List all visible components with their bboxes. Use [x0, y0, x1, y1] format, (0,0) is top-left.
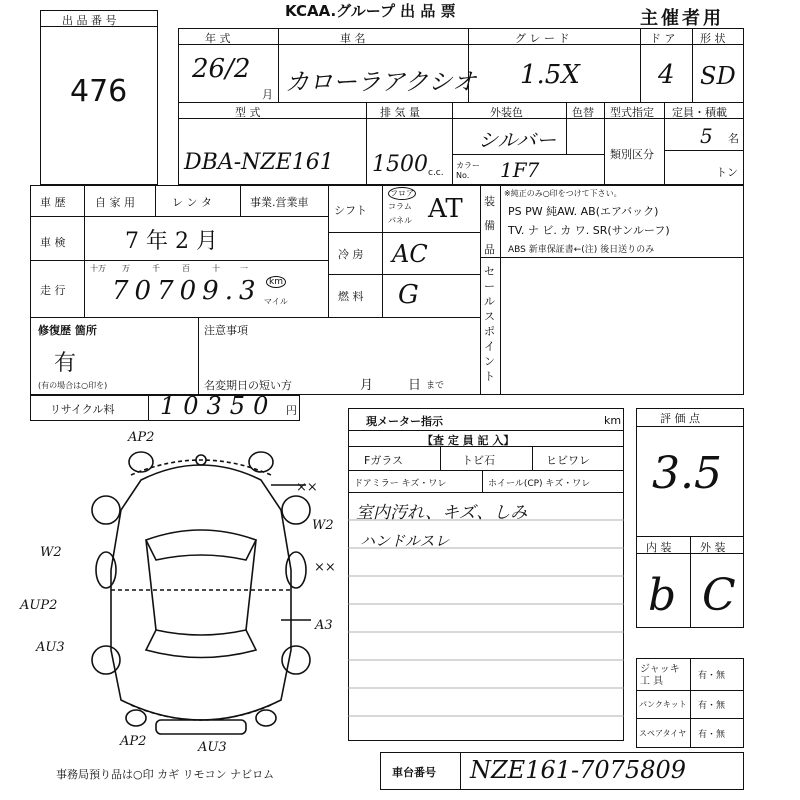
recycle-label: リサイクル料 — [50, 403, 115, 416]
ton-unit: トン — [716, 166, 738, 179]
year-label: 年 式 — [205, 32, 231, 45]
color-change-label: 色替 — [572, 106, 594, 119]
mileage-mile: マイル — [264, 297, 288, 306]
shift-option-floor: フロア — [390, 189, 414, 198]
damage-mark-9: AP2 — [120, 734, 147, 749]
damage-mark-2: W2 — [40, 545, 62, 560]
repair-value: 有 — [54, 351, 77, 376]
jack-value: 有・無 — [698, 671, 726, 681]
exterior-value: シルバー — [478, 128, 557, 152]
shaken-label: 車 検 — [40, 236, 66, 249]
lot-number-label: 出 品 番 号 — [62, 14, 117, 27]
year-value: 26/2 — [192, 54, 251, 84]
history-label: 車 歴 — [40, 196, 66, 209]
equipment-note: ※純正のみ○印をつけて下さい。 — [504, 189, 622, 198]
capacity-unit: 名 — [728, 132, 739, 145]
spare-value: 有・無 — [698, 730, 726, 740]
capacity-value: 5 — [700, 124, 713, 148]
car-name-value: カローラアクシオ — [285, 68, 477, 96]
exterior-label: 外装色 — [490, 106, 523, 119]
damage-mark-7: ×× — [296, 480, 318, 495]
body-value: SD — [700, 62, 736, 90]
history-option-rental: レ ン タ — [172, 196, 212, 209]
door-value: 4 — [658, 60, 675, 90]
type-designation-label: 型式指定 — [610, 106, 654, 119]
remark-lines — [348, 492, 624, 741]
car-diagram — [76, 440, 326, 740]
exterior-rating-value: C — [702, 570, 736, 621]
damage-mark-3: AUP2 — [20, 598, 58, 613]
model-label: 型 式 — [235, 106, 261, 119]
damage-mark-6: W2 — [312, 518, 334, 533]
shift-value: AT — [428, 194, 463, 224]
mileage-unit-10k: 万 — [122, 264, 130, 273]
rating-value: 3.5 — [652, 448, 722, 499]
fuel-value: G — [398, 280, 419, 310]
glass-label: Fガラス — [364, 454, 403, 467]
capacity-label: 定員・積載 — [672, 106, 727, 119]
history-option-business: 事業.営業車 — [250, 196, 309, 209]
glass-crack: ヒビワレ — [546, 454, 590, 467]
spare-label: スペアタイヤ — [639, 729, 687, 738]
grade-label: グ レ ー ド — [515, 32, 570, 45]
door-label: ド ア — [650, 32, 676, 45]
body-label: 形 状 — [700, 32, 726, 45]
color-no-label: カラー No. — [456, 161, 480, 180]
repair-label: 修復歴 箇所 — [38, 324, 97, 337]
displacement-value: 1500 — [372, 152, 428, 177]
exterior-rating-label: 外 装 — [700, 541, 726, 554]
remark-2: ハンドルスレ — [360, 532, 450, 550]
jack-label: ジャッキ 工 具 — [640, 664, 680, 687]
organizer-label: 主催者用 — [640, 8, 724, 29]
lot-number: 476 — [70, 74, 128, 109]
interior-label: 内 装 — [646, 541, 672, 554]
puncture-label: パンクキット — [639, 700, 687, 709]
mileage-unit-10: 十 — [212, 264, 220, 273]
color-no-value: 1F7 — [500, 158, 540, 182]
sales-point-label: セールスポイント — [484, 265, 495, 383]
recycle-value: 10350 — [160, 392, 277, 420]
displacement-label: 排 気 量 — [380, 106, 420, 119]
equipment-line2: TV. ナ ビ. カ ワ. SR(サンルーフ) — [508, 224, 670, 237]
glass-chip: トビ石 — [462, 454, 495, 467]
history-option-private: 自 家 用 — [95, 196, 135, 209]
repair-note: (有の場合は○印を) — [38, 381, 108, 390]
recycle-unit: 円 — [286, 404, 297, 417]
damage-mark-1: AP2 — [128, 430, 155, 445]
mileage-km: km — [266, 276, 286, 288]
class-label: 類別区分 — [610, 148, 654, 161]
mileage-value: 70709.3 — [112, 276, 262, 306]
chassis-label: 車台番号 — [392, 766, 436, 779]
wheel-label: ホイール(CP) キズ・ワレ — [488, 479, 591, 489]
damage-mark-4: AU3 — [36, 640, 65, 655]
name-change-month: 月 — [360, 378, 374, 393]
name-change-suffix: まで — [426, 381, 445, 391]
ac-value: AC — [392, 240, 428, 268]
equipment-line3: ABS 新車保証書←(注) 後日送りのみ — [508, 245, 655, 255]
mileage-unit-100: 百 — [182, 264, 190, 273]
mileage-unit-1: 一 — [240, 264, 248, 273]
puncture-value: 有・無 — [698, 701, 726, 711]
damage-mark-5: A3 — [315, 618, 333, 633]
name-change-day: 日 — [408, 378, 422, 393]
interior-value: b — [648, 570, 677, 621]
shaken-value: 7 年 2 月 — [125, 229, 218, 254]
notes-label: 注意事項 — [204, 324, 248, 337]
form-title: KCAA.グループ 出 品 票 — [285, 2, 456, 20]
remark-1: 室内汚れ、キズ、しみ — [356, 503, 528, 523]
mileage-unit-100k: 十万 — [90, 264, 106, 273]
footer-note: 事務局預り品は○印 カギ リモコン ナビロム — [56, 768, 275, 781]
equipment-line1: PS PW 純AW. AB(エアバック) — [508, 205, 659, 218]
mirror-label: ドアミラー キズ・ワレ — [354, 479, 447, 489]
mileage-label: 走 行 — [40, 284, 66, 297]
ac-label: 冷 房 — [338, 248, 364, 261]
equipment-label: 装 備 品 — [484, 195, 495, 256]
damage-mark-10: AU3 — [198, 740, 227, 755]
mileage-unit-1k: 千 — [152, 264, 160, 273]
shift-label: シフト — [334, 204, 367, 217]
shift-option-panel: パネル — [388, 216, 412, 225]
rating-label: 評 価 点 — [660, 412, 700, 425]
meter-unit: km — [604, 414, 622, 427]
model-value: DBA-NZE161 — [184, 150, 334, 175]
year-month-suffix: 月 — [262, 88, 273, 101]
car-name-label: 車 名 — [340, 32, 366, 45]
chassis-value: NZE161-7075809 — [470, 756, 686, 784]
shift-option-column: コラム — [388, 202, 412, 211]
meter-label: 現メーター指示 — [366, 415, 443, 428]
fuel-label: 燃 料 — [338, 290, 364, 303]
name-change-label: 名変期日の短い方 — [204, 379, 292, 392]
grade-value: 1.5X — [520, 60, 580, 90]
inspector-header: 【査 定 員 記 入】 — [422, 434, 515, 447]
damage-mark-8: ×× — [314, 560, 336, 575]
cc-unit: c.c. — [428, 168, 444, 178]
